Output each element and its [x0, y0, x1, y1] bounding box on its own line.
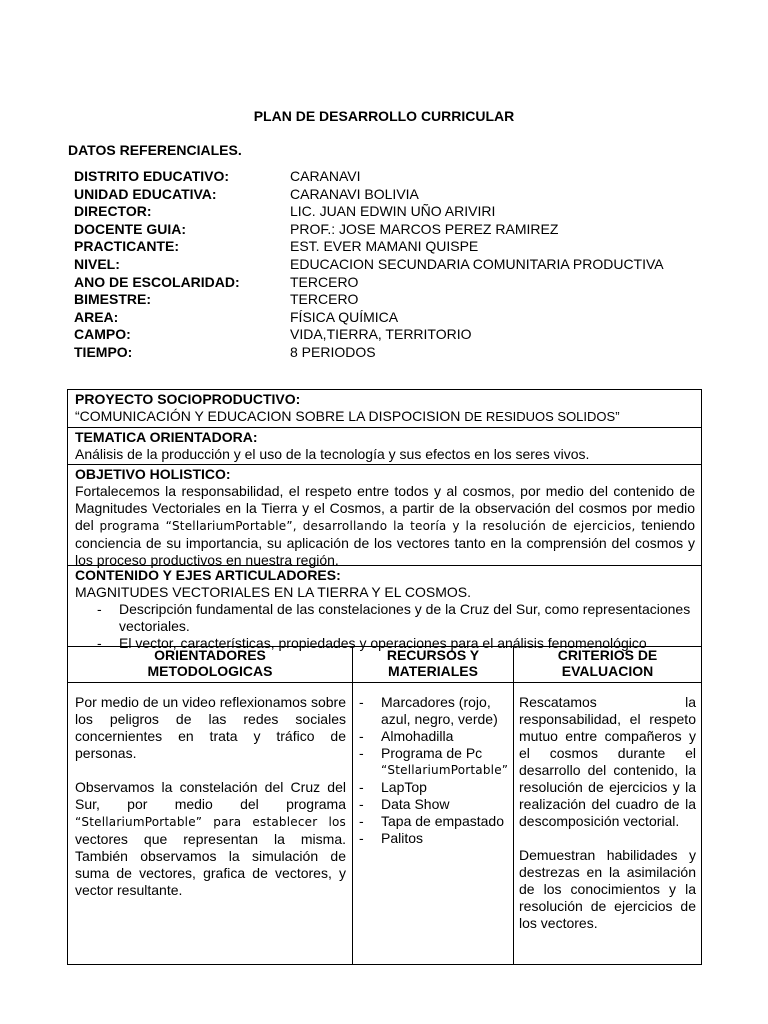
- orientadores-p2-a: Observamos la constelación del Cruz del Sur, por medio del programa: [75, 779, 346, 812]
- reference-row: [74, 309, 714, 327]
- reference-row: [74, 168, 714, 186]
- reference-value: VIDA,TIERRA, TERRITORIO: [290, 326, 472, 343]
- contenido-cell: [68, 566, 701, 651]
- recurso-label: - Programa de Pc: [381, 745, 483, 761]
- objetivo-text: [75, 483, 695, 569]
- list-item: - LapTop: [357, 779, 509, 796]
- reference-value: CARANAVI BOLIVIA: [290, 185, 419, 202]
- objetivo-text-a: Fortalecemos la responsabilidad, el respeto entre todos y al cosmos, por medio del contenido de Magnitudes Vectoriales en la Tierra y el Cosmos, a partir de la observación del cosmos por medio del: [75, 483, 695, 533]
- objetivo-text-c: teniendo conciencia de su importancia, su aplicación de los vectores tanto en la comprensión del cosmos y los proceso productivos en nuestra región.: [75, 517, 695, 568]
- contenido-list: [75, 601, 695, 652]
- criterios-header: CRITERIOS DE EVALUACION: [514, 647, 701, 683]
- curriculum-table: [67, 389, 702, 965]
- tematica-text: Análisis de la producción y el uso de la tecnología y sus efectos en los seres vivos.: [75, 446, 590, 462]
- orientadores-header: ORIENTADORES METODOLOGICAS: [68, 647, 352, 683]
- reference-key: BIMESTRE:: [74, 291, 151, 308]
- reference-key: CAMPO:: [74, 326, 131, 343]
- tematica-label: TEMATICA ORIENTADORA:: [75, 429, 258, 445]
- objetivo-cell: [68, 465, 701, 566]
- reference-key: ANO DE ESCOLARIDAD:: [74, 273, 240, 290]
- reference-row: [74, 186, 714, 204]
- reference-row: [74, 291, 714, 309]
- proyecto-text-tail: DE RESIDUOS SOLIDOS”: [464, 409, 620, 424]
- reference-key: NIVEL:: [74, 255, 120, 272]
- reference-value: PROF.: JOSE MARCOS PEREZ RAMIREZ: [290, 220, 559, 237]
- proyecto-text-main: “COMUNICACIÓN Y EDUCACION SOBRE LA DISPOCISION: [75, 408, 465, 424]
- reference-row: [74, 326, 714, 344]
- reference-value: TERCERO: [290, 291, 359, 308]
- reference-row: [74, 221, 714, 239]
- reference-value: EST. EVER MAMANI QUISPE: [290, 238, 479, 255]
- reference-key: DISTRITO EDUCATIVO:: [74, 168, 230, 184]
- recursos-body: [353, 683, 513, 964]
- reference-row: [74, 344, 714, 362]
- orientadores-body: [68, 683, 352, 964]
- orientadores-paragraph-1: Por medio de un video reflexionamos sobre los peligros de las redes sociales concernientes en trata y tráfico de personas.: [75, 694, 346, 761]
- list-item: [357, 745, 509, 779]
- reference-key: AREA:: [74, 308, 119, 325]
- reference-value: EDUCACION SECUNDARIA COMUNITARIA PRODUCTIVA: [290, 255, 664, 272]
- criterios-paragraph-1: Rescatamos la responsabilidad, el respeto mutuo entre compañeros y el cosmos durante el desarrollo del contenido, la resolución de ejercicios y la realización del cuadro de la descomposición vectorial.: [519, 694, 696, 829]
- list-item: - Descripción fundamental de las constelaciones y de la Cruz del Sur, como representaciones vectoriales.: [97, 601, 695, 635]
- list-item: - Marcadores (rojo, azul, negro, verde): [357, 694, 509, 728]
- orientadores-p2-c: vectores que representan la misma. También observamos la simulación de suma de vectores, grafica de vectores, y vector resultante.: [75, 831, 346, 898]
- reference-row: [74, 238, 714, 256]
- criterios-column: [514, 647, 701, 964]
- recursos-header: RECURSOS Y MATERIALES: [353, 647, 513, 683]
- proyecto-text: [75, 408, 695, 425]
- reference-key: DIRECTOR:: [74, 203, 152, 220]
- recursos-list: [357, 694, 509, 847]
- recursos-column: [353, 647, 514, 964]
- reference-row: [74, 274, 714, 292]
- objetivo-label: OBJETIVO HOLISTICO:: [75, 466, 231, 482]
- reference-value: FÍSICA QUÍMICA: [290, 308, 399, 325]
- list-item: - Tapa de empastado: [357, 813, 509, 830]
- contenido-subtitle: MAGNITUDES VECTORIALES EN LA TIERRA Y EL COSMOS.: [75, 584, 472, 600]
- reference-row: [74, 256, 714, 274]
- reference-value: 8 PERIODOS: [290, 343, 376, 360]
- objetivo-text-b: programa “StellariumPortable”, desarrollando la teoría y la resolución de ejercicios,: [99, 519, 636, 533]
- criterios-body: [514, 683, 701, 964]
- proyecto-label: PROYECTO SOCIOPRODUCTIVO:: [75, 391, 301, 407]
- reference-value: LIC. JUAN EDWIN UÑO ARIVIRI: [290, 203, 496, 220]
- orientadores-column: [68, 647, 353, 964]
- orientadores-paragraph-2: [75, 779, 346, 899]
- list-item: - Almohadilla: [357, 728, 509, 745]
- list-item: - El vector, características, propiedades y operaciones para el análisis fenomenológico: [97, 635, 695, 652]
- reference-row: [74, 203, 714, 221]
- datos-referenciales-heading: DATOS REFERENCIALES.: [68, 142, 242, 158]
- reference-value: TERCERO: [290, 273, 359, 290]
- list-item: - Data Show: [357, 796, 509, 813]
- paragraph-gap: [519, 830, 696, 847]
- proyecto-cell: [68, 390, 701, 428]
- list-item: - Palitos: [357, 830, 509, 847]
- recurso-programa: “StellariumPortable”: [381, 763, 509, 777]
- reference-key: DOCENTE GUIA:: [74, 220, 186, 237]
- reference-key: TIEMPO:: [74, 343, 133, 360]
- reference-key: PRACTICANTE:: [74, 238, 179, 255]
- columns-row: [68, 647, 701, 964]
- criterios-paragraph-2: Demuestran habilidades y destrezas en la asimilación de los conocimientos y la resolución de ejercicios de los vectores.: [519, 847, 696, 931]
- orientadores-p2-b: “StellariumPortable” para establecer los: [75, 815, 346, 829]
- reference-data-list: [74, 168, 714, 362]
- reference-key: UNIDAD EDUCATIVA:: [74, 185, 217, 202]
- contenido-label: CONTENIDO Y EJES ARTICULADORES:: [75, 567, 341, 583]
- paragraph-gap: [75, 762, 346, 779]
- reference-value: CARANAVI: [290, 168, 361, 184]
- tematica-cell: [68, 428, 701, 465]
- document-title: PLAN DE DESARROLLO CURRICULAR: [253, 108, 515, 124]
